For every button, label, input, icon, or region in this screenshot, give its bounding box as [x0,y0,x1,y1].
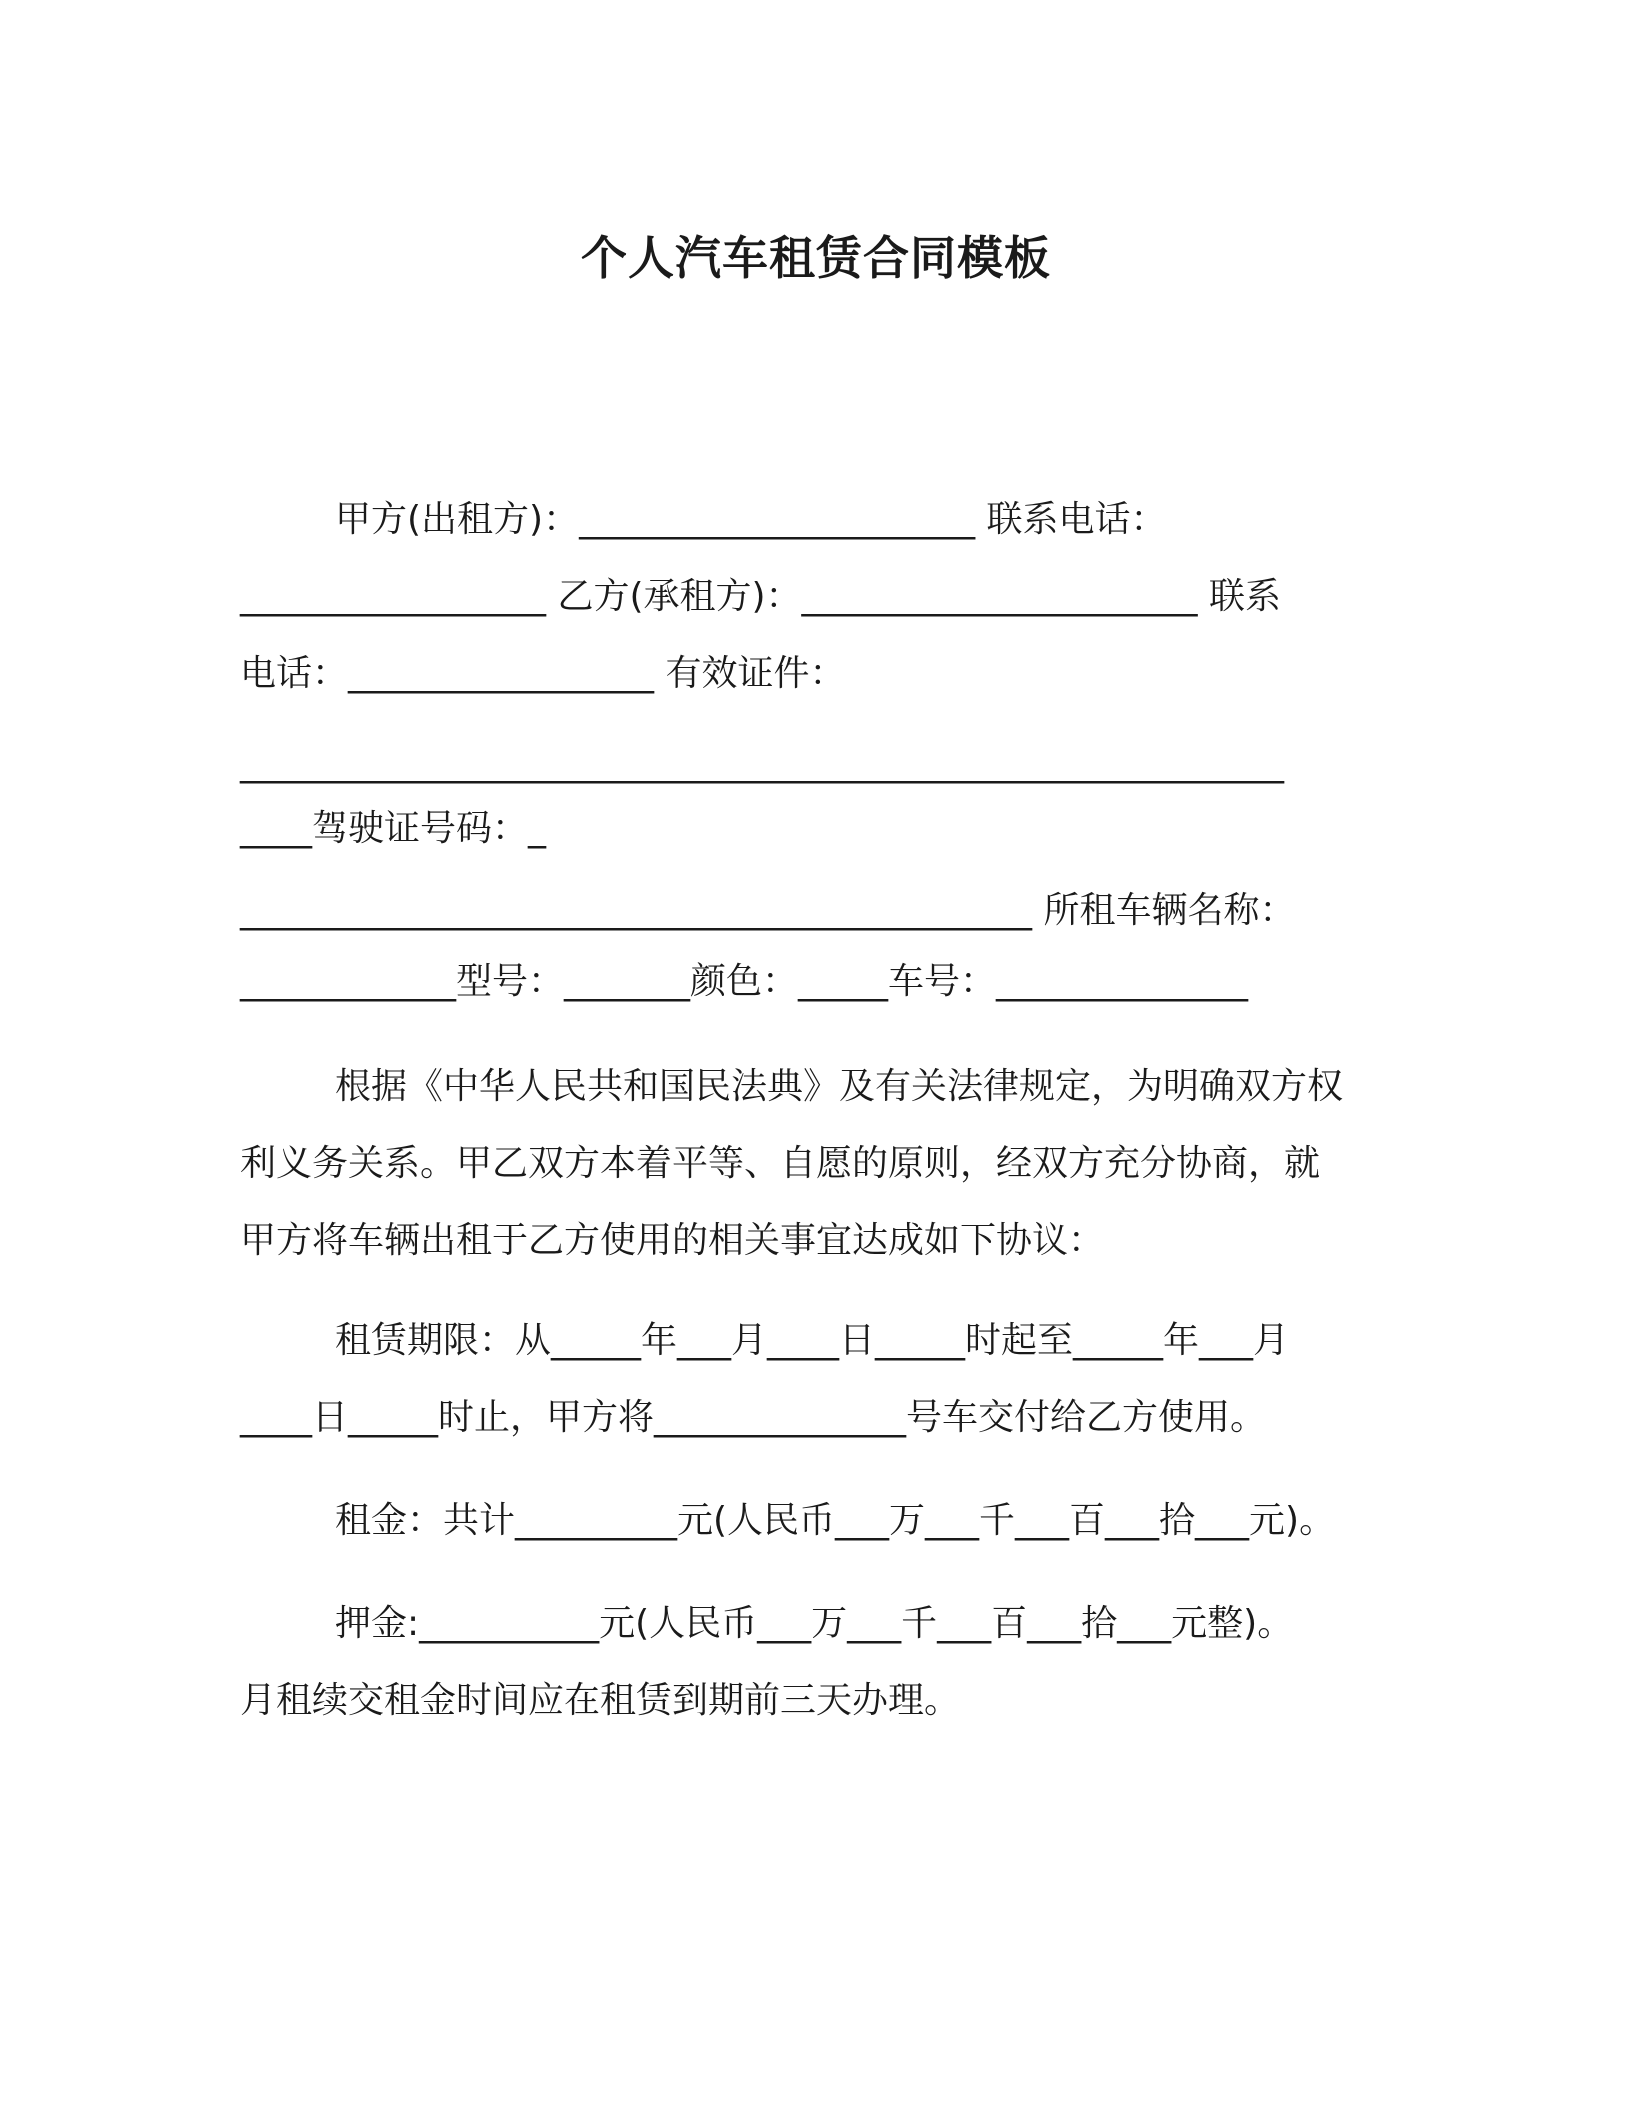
preamble-line-1: 根据《中华人民共和国民法典》及有关法律规定，为明确双方权 [335,1066,1344,1107]
license-line: ____驾驶证号码：_ [240,808,547,849]
preamble-line-3: 甲方将车辆出租于乙方使用的相关事宜达成如下协议： [240,1220,1105,1261]
party-b-line: _________________ 乙方(承租方)：______________________ 联系 [240,576,1281,617]
id-blank-line: __________________________________________________________ [240,743,1284,784]
renewal-line: 月租续交租金时间应在租赁到期前三天办理。 [240,1680,961,1721]
party-a-line: 甲方(出租方)：______________________ 联系电话： [335,499,1167,540]
deposit-line: 押金:__________元(人民币___万___千___百___拾___元整)。 [335,1603,1294,1644]
lease-term-line-1: 租赁期限：从_____年___月____日_____时起至_____年___月 [335,1320,1290,1361]
phone-id-line: 电话：_________________ 有效证件： [240,653,846,694]
lease-term-line-2: ____日_____时止，甲方将______________号车交付给乙方使用。 [240,1397,1267,1438]
rent-line: 租金：共计_________元(人民币___万___千___百___拾___元)。 [335,1500,1336,1541]
vehicle-details-line: ____________型号：_______颜色：_____车号：______________ [240,961,1249,1002]
contract-title: 个人汽车租赁合同模板 [581,231,1051,285]
preamble-line-2: 利义务关系。甲乙双方本着平等、自愿的原则，经双方充分协商，就 [240,1143,1321,1184]
vehicle-name-line: ____________________________________________ 所租车辆名称： [240,890,1296,931]
